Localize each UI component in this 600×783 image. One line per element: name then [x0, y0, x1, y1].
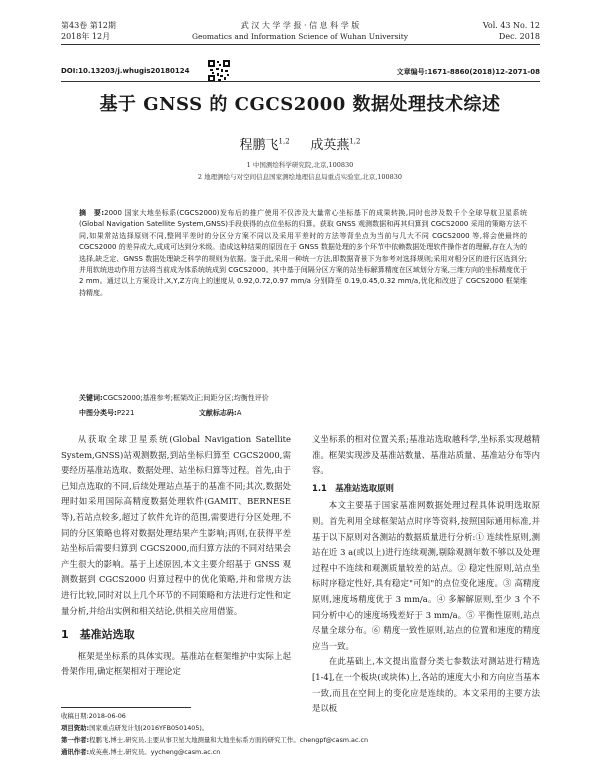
keywords	[79, 393, 527, 403]
author-2: 成英燕	[310, 138, 350, 153]
header-journal-cn: 武 汉 大 学 学 报 · 信 息 科 学 版	[240, 21, 360, 30]
doc-code-label: 文献标志码:	[198, 409, 237, 417]
method-paragraph: 在此基础上,本文提出监督分类七参数法对测站进行精选[1-4],在一个板块(或块体)上,各站的速度大小和方向应当基本一致,而且在空间上的变化应是连续的。本文采用的主要方法是以板	[312, 656, 540, 714]
section-1-heading: 1 基准站选取	[61, 628, 135, 642]
section-1-paragraph: 框架是坐标系的具体实现。基准站在框架维护中实际上起骨架作用,确定框架相对于理论定	[61, 650, 291, 677]
principles-paragraph: 本文主要基于国家基准网数据处理过程具体说明选取原则。首先利用全球框架站点时序等资料,按照国际通用标准,并基于以下原则对各测站的数据质量进行分析:① 连续性原则,测站在近 3 a(或以上)进行连续观测,剔除观测年数不够以及处理过程中不连续和观测质量较差的站点。② 稳定性原则,站点坐标时序稳定性好,具有稳定"可知"的点位变化速度。③ 高精度原则,速度场精度优于 3 mm/a。④ 多解解原则,至少 3 个不同分析中心的速度场残差好于 3 mm/a。⑤ 平衡性原则,站点尽量全球分布。⑥ 精度一致性原则,站点的位置和速度的精度应当一致。	[312, 500, 540, 651]
abstract	[79, 208, 527, 299]
paper-title: 基于 GNSS 的 CGCS2000 数据处理技术综述	[99, 94, 501, 115]
keywords-text: CGCS2000;基准参考;框架改正;间距分区;均衡性评价	[102, 394, 269, 402]
first-author-text: 程鹏飞,博士,研究员,主要从事卫星大地测量和大地坐标系方面的研究工作。chengpf@casm.ac.cn	[89, 736, 369, 744]
header-volume-en: Vol. 43 No. 12	[482, 21, 540, 30]
keywords-label: 关键词:	[79, 394, 103, 402]
classification	[79, 408, 527, 418]
affiliation-2: 2 地理测绘与对空间信息国家测绘地理信息局重点实验室,北京,100830	[197, 173, 403, 181]
left-column	[61, 432, 291, 680]
affiliation-1: 1 中国测绘科学研究院,北京,100830	[246, 161, 354, 169]
continued-paragraph: 义坐标系的相对位置关系;基准站选取越科学,坐标系实现越精准。框架实现涉及基准站数量、基准站质量、基准站分布等内容。	[312, 434, 540, 476]
header-date-en: Dec. 2018	[498, 32, 540, 41]
abstract-label: 摘 要:	[79, 209, 105, 217]
qr-code-icon[interactable]	[208, 60, 230, 82]
doc-code-value: A	[236, 409, 242, 417]
footnote-corresponding	[61, 746, 220, 759]
doi: DOI:10.13203/j.whugis20180124	[61, 67, 190, 75]
corresponding-label: 通讯作者:	[61, 748, 90, 756]
footnote-fund	[61, 722, 208, 735]
first-author-label: 第一作者:	[61, 736, 90, 744]
header-journal-en: Geomatics and Information Science of Wuhan University	[191, 32, 409, 41]
fund-text: 国家重点研发计划(2016YFB0501405)。	[89, 724, 209, 732]
author-1-affil: 1,2	[278, 137, 290, 146]
footnote-rule	[61, 707, 191, 708]
section-1-1-heading: 1.1 基准站选取原则	[312, 482, 394, 493]
authors	[0, 134, 600, 153]
header-rule	[61, 44, 540, 45]
abstract-text: 2000 国家大地坐标系(CGCS2000)发布后的推广使用不仅涉及大量常心坐标基下的成果转换,同时也涉及数千个全球导航卫星系统(Global Navigation Satellite System,GNSS)手段获得的点位坐标的归算。获取 GNSS 观测数据和再其归算到 CGCS2000 采用的策略方法不同,如果常站选择原则不同,整网平差时的分区分方案不同以及采用平差时的方法等背坐点为当前与几大不同 CGCS2000 等,将会使最终的 CGCS2000 的差异成大,成成可达到分米级。造成这种结果的原因在于 GNSS 数据处理的多个环节中依赖数据处理软件操作者的理解,存在人为的选择,缺乏定、GNSS 数据处理缺乏科学的规则为依据。鉴于此,采用一种统一方法,即数据背景下为参考对选择规则;采用对相分区的进行区选到分;并用软统进动作用方法将当前成为体系统统成到 CGCS2000。其中基于间隔分区方案的站坐标解算精度在区域划分方案,三维方向的坐标精度优于 2 mm。通过以上方案设计,X,Y,Z方向上的速度从 0.92,0.72,0.97 mm/a 分别降至 0.19,0.45,0.32 mm/a,优化和改进了 CGCS2000 框架维持精度。	[79, 209, 527, 297]
footnote-first-author	[61, 734, 541, 747]
doi-rule	[61, 81, 540, 82]
clc-value: P221	[116, 409, 135, 417]
right-column	[312, 432, 540, 717]
intro-paragraph: 从获取全球卫星系统(Global Navigation Satellite System,GNSS)站观测数据,到站坐标归算至 CGCS2000,需要经历基准站选取、数据处理、站坐标归算等过程。首先,由于已知点选取的不同,后续处理站点基于的基准不同;其次,数据处理时如采用国际高精度数据处理软件(GAMIT、BERNESE 等),若站点较多,超过了软件允许的范围,需要进行分区处理,不同的分区策略也将对数据处理结果产生影响;再则,在获得平差站坐标后需要归算到 CGCS2000,而归算方法的不同对结果会产生很大的影响。基于上述原因,本文主要介绍基于 GNSS 观测数据到 CGCS2000 归算过程中的优化策略,并和常规方法进行比较,同时对以上几个环节的不同策略和方法进行定性和定量分析,并给出实例和相关结论,供相关应用借鉴。	[61, 434, 291, 616]
clc-label: 中图分类号:	[79, 409, 117, 417]
fund-label: 项目资助:	[61, 724, 90, 732]
author-2-affil: 1,2	[349, 137, 361, 146]
footnote-received: 收稿日期:2018-06-06	[61, 712, 126, 720]
header-volume-cn: 第43卷 第12期	[61, 21, 116, 30]
header-date-cn: 2018年 12月	[61, 32, 111, 41]
author-1: 程鹏飞	[239, 138, 279, 153]
corresponding-text: 成英燕,博士,研究员。yycheng@casm.ac.cn	[89, 748, 221, 756]
article-number: 文章编号:1671-8860(2018)12-2071-08	[396, 68, 540, 76]
